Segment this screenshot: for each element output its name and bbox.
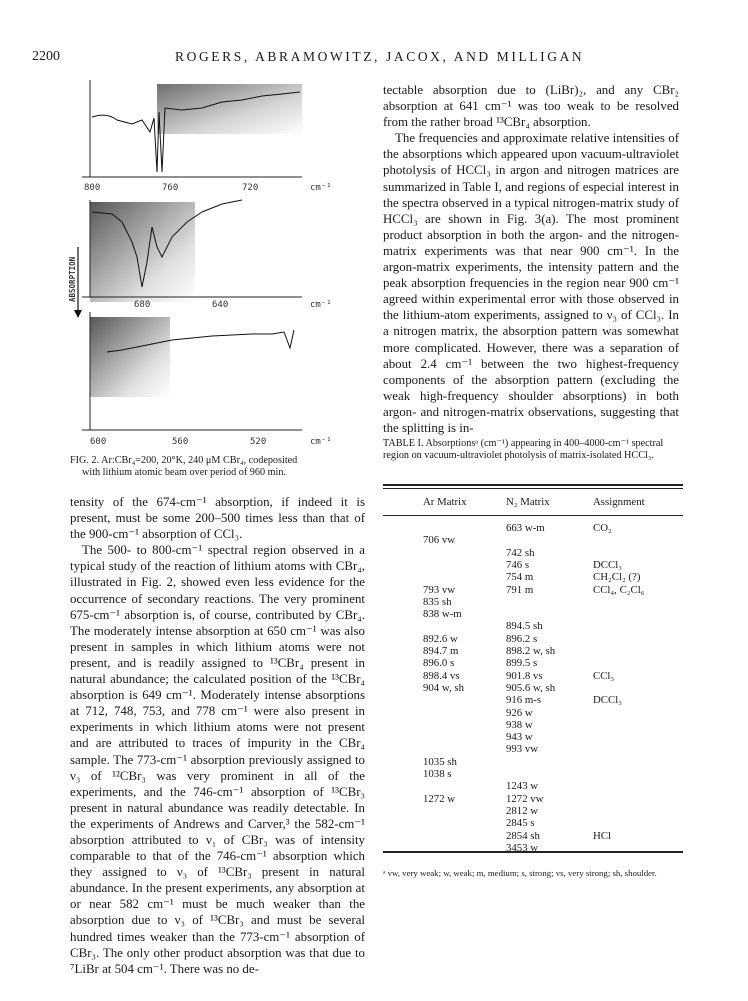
- figure-caption: [70, 455, 360, 480]
- panel2-tick-unit: cm⁻¹: [310, 300, 332, 310]
- absorption-arrowhead: [74, 310, 82, 318]
- assignment-cell: DCCl₃: [593, 694, 622, 707]
- assignment-cell: CCl₃: [593, 669, 615, 682]
- n2-matrix-cell: 2812 w: [506, 804, 539, 817]
- right-para-2: The frequencies and approximate relative intensities of the absorptions which appeared upon vacuum-ultraviolet photolysis of HCCl₃ in argon and nitrogen matrices are summarized in Table I, and regions of especial interest in the spectra observed in a typical nitrogen-matrix study of HCCl₃ are shown in Fig. 3(a). The most prominent product absorption in both the argon- and the nitrogen-matrix experiments was that near 900 cm⁻¹. In the argon-matrix experiments, the intensity pattern and the peak absorption frequencies in the region near 900 cm⁻¹ agreed within experimental error with those observed in the lithium-atom experiments, assigned to ν₃ of CCl₃. In a nitrogen matrix, the absorption pattern was somewhat more complicated. However, there was a separation of about 2.4 cm⁻¹ between the two highest-frequency components of the absorption pattern (excluding the weak high-frequency shoulder absorptions) in both argon- and nitrogen-matrix observations, suggesting that the splitting is in-: [383, 131, 679, 435]
- header-assignment: Assignment: [593, 496, 645, 508]
- panel1-tick-800: 800: [84, 183, 101, 193]
- panel2-tick-640: 640: [212, 300, 229, 310]
- n2-matrix-cell: 2854 sh: [506, 829, 540, 842]
- n2-matrix-cell: 754 m: [506, 571, 534, 584]
- ar-matrix-cell: 904 w, sh: [423, 681, 464, 694]
- ar-matrix-cell: 1035 sh: [423, 755, 457, 768]
- n2-matrix-cell: 3453 w: [506, 841, 539, 854]
- panel3-shade: [90, 317, 170, 397]
- ar-matrix-cell: 894.7 m: [423, 645, 459, 657]
- n2-matrix-cell: 926 w: [506, 706, 533, 719]
- n2-matrix-cell: 742 sh: [506, 546, 535, 559]
- panel3-tick-600: 600: [90, 437, 107, 447]
- ar-matrix-cell: 896.0 s: [423, 657, 455, 670]
- figure-spectra: [62, 72, 362, 452]
- ar-matrix-cell: 892.6 w: [423, 632, 458, 645]
- page-number: 2200: [32, 49, 60, 64]
- table-body: [383, 516, 683, 854]
- left-para-1: tensity of the 674-cm⁻¹ absorption, if indeed it is present, must be some 200–500 times less than that of the 900-cm⁻¹ absorption of CCl₃.: [70, 495, 365, 542]
- n2-matrix-cell: 896.2 s: [506, 632, 538, 645]
- ar-matrix-cell: 898.4 vs: [423, 669, 460, 682]
- n2-matrix-cell: 916 m-s: [506, 694, 542, 707]
- n2-matrix-cell: 1272 vw: [506, 792, 544, 805]
- n2-matrix-cell: 938 w: [506, 718, 533, 731]
- n2-matrix-cell: 2845 s: [506, 817, 535, 830]
- panel1-tick-760: 760: [162, 183, 179, 193]
- n2-matrix-cell: 746 s: [506, 558, 530, 571]
- assignment-cell: CO₂: [593, 522, 612, 534]
- ar-matrix-cell: 793 vw: [423, 583, 456, 596]
- assignment-cell: HCl: [593, 829, 611, 842]
- panel3-tick-520: 520: [250, 437, 267, 447]
- n2-matrix-cell: 901.8 vs: [506, 669, 543, 682]
- n2-matrix-cell: 905.6 w, sh: [506, 681, 556, 694]
- panel2-tick-680: 680: [134, 300, 151, 310]
- header-n2-matrix: N₂ Matrix: [506, 496, 550, 508]
- n2-matrix-cell: 899.5 s: [506, 657, 538, 670]
- ar-matrix-cell: 835 sh: [423, 595, 452, 608]
- left-column: [70, 494, 365, 977]
- ar-matrix-cell: 1038 s: [423, 768, 452, 780]
- right-column: [383, 82, 679, 436]
- running-head: ROGERS, ABRAMOWITZ, JACOX, AND MILLIGAN: [175, 49, 585, 64]
- panel1-tick-720: 720: [242, 183, 259, 193]
- n2-matrix-cell: 663 w-m: [506, 522, 545, 534]
- assignment-cell: CCl₄, C₂Cl₆: [593, 583, 645, 596]
- ar-matrix-cell: 706 vw: [423, 534, 456, 547]
- table-header-row: [383, 489, 683, 515]
- assignment-cell: DCCl₃: [593, 558, 622, 571]
- ar-matrix-cell: 838 w-m: [423, 608, 462, 621]
- header-ar-matrix: Ar Matrix: [423, 496, 467, 508]
- caption-line-1: FIG. 2. Ar:CBr₄=200, 20°K, 240 μM CBr₄, codeposited: [70, 455, 298, 466]
- assignment-cell: CH₂Cl₂ (?): [593, 571, 641, 584]
- panel1-shade: [157, 84, 302, 134]
- n2-matrix-cell: 898.2 w, sh: [506, 645, 556, 657]
- panel3-tick-560: 560: [172, 437, 189, 447]
- panel3-tick-unit: cm⁻¹: [310, 437, 332, 447]
- table-I: [383, 484, 683, 853]
- n2-matrix-cell: 791 m: [506, 583, 534, 596]
- n2-matrix-cell: 894.5 sh: [506, 620, 543, 633]
- table-footnote: ᵃ vw, very weak; w, weak; m, medium; s, strong; vs, very strong; sh, shoulder.: [383, 868, 657, 878]
- ar-matrix-cell: 1272 w: [423, 792, 456, 805]
- left-para-2: The 500- to 800-cm⁻¹ spectral region observed in a typical study of the reaction of lithium atoms with CBr₄, illustrated in Fig. 2, showed even less evidence for the occurrence of secondary reactions. The very prominent 675-cm⁻¹ absorption is, of course, contributed by CBr₄. The moderately intense absorption at 650 cm⁻¹ was also present in samples in which lithium atoms were not present, and is readily assigned to ¹³CBr₄ present in natural abundance; the calculated position of the ¹³CBr₄ absorption is 649 cm⁻¹. Moderately intense absorptions at 712, 748, 753, and 778 cm⁻¹ were also present in experiments in which lithium atoms were not present and are attributed to traces of impurity in the CBr₄ sample. The 773-cm⁻¹ absorption previously assigned to ν₃ of ¹²CBr₃ was very prominent in all of the experiments, and the 746-cm⁻¹ absorption of ¹³CBr₃ present in natural abundance was readily detectable. In the experiments of Andrews and Carver,³ the 582-cm⁻¹ absorption attributed to ν₁ of CBr₃ was of intensity comparable to that of the 746-cm⁻¹ absorption which they assigned to ν₃ of ¹³CBr₃ present in natural abundance. In the present experiments, any absorption at or near 582 cm⁻¹ must be much weaker than the absorption due to ν₃ of ¹³CBr₃ and must be several hundred times weaker than the 773-cm⁻¹ absorption of CBr₃. The only other product absorption was that due to ⁷LiBr at 504 cm⁻¹. There was no de-: [70, 543, 365, 976]
- table-title: TABLE I. Absorptionsᵃ (cm⁻¹) appearing in 400–4000-cm⁻¹ spectral region on vacuum-ultraviolet photolysis of matrix-isolated HCCl₃.: [383, 438, 664, 462]
- n2-matrix-cell: 1243 w: [506, 780, 539, 793]
- panel1-tick-unit: cm⁻¹: [310, 183, 332, 193]
- n2-matrix-cell: 943 w: [506, 731, 533, 744]
- caption-line-2: with lithium atomic beam over period of 960 min.: [82, 467, 286, 479]
- right-para-1: tectable absorption due to (LiBr)₂, and any CBr₂ absorption at 641 cm⁻¹ was too weak to be resolved from the rather broad ¹³CBr₄ absorption.: [383, 83, 679, 130]
- absorption-axis-label: ABSORPTION: [68, 256, 77, 302]
- n2-matrix-cell: 993 vw: [506, 743, 539, 756]
- figure-2: [62, 72, 362, 452]
